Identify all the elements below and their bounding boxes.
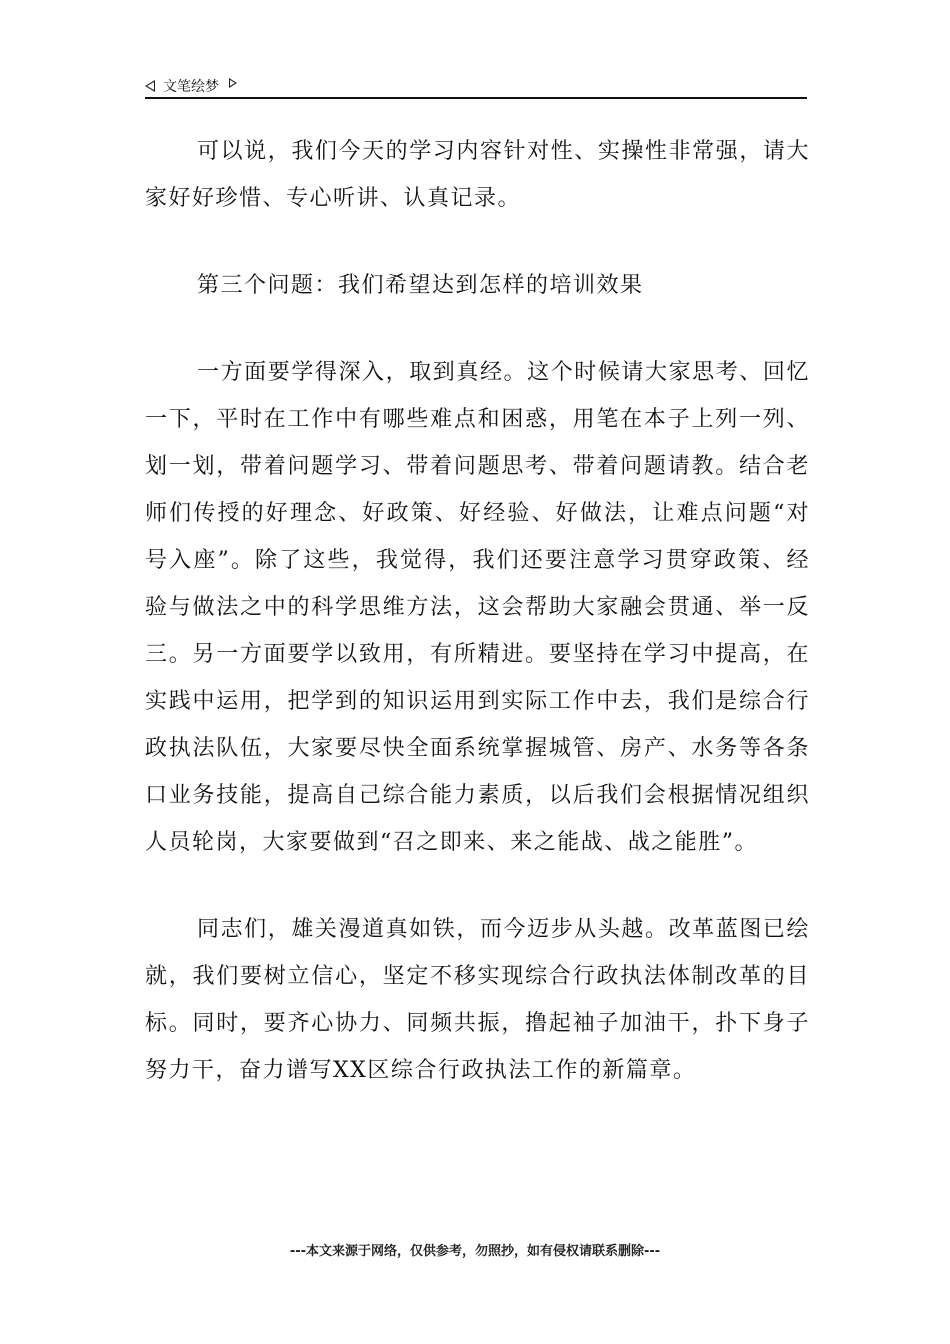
paragraph: 可以说，我们今天的学习内容针对性、实操性非常强，请大家好好珍惜、专心听讲、认真记录。	[145, 139, 810, 211]
footer-disclaimer: ---本文来源于网络，仅供参考，勿照抄，如有侵权请联系删除---	[289, 1244, 661, 1259]
page-header	[145, 74, 807, 98]
triangle-right-icon	[229, 78, 237, 88]
paragraph: 同志们，雄关漫道真如铁，而今迈步从头越。改革蓝图已绘就，我们要树立信心，坚定不移实现综合行政执法体制改革的目标。同时，要齐心协力、同频共振，撸起袖子加油干，扑下身子努力干，奋力谱写XX区综合行政执法工作的新篇章。	[145, 917, 810, 1083]
document-body	[145, 128, 810, 1094]
header-divider	[145, 97, 807, 99]
section-heading: 第三个问题：我们希望达到怎样的培训效果	[197, 273, 644, 298]
header-title: 文笔绘梦	[163, 79, 219, 95]
paragraph: 一方面要学得深入，取到真经。这个时候请大家思考、回忆一下，平时在工作中有哪些难点和困惑，用笔在本子上列一列、划一划，带着问题学习、带着问题思考、带着问题请教。结合老师们传授的好理念、好政策、好经验、好做法，让难点问题“对号入座”。除了这些，我觉得，我们还要注意学习贯穿政策、经验与做法之中的科学思维方法，这会帮助大家融会贯通、举一反三。另一方面要学以致用，有所精进。要坚持在学习中提高，在实践中运用，把学到的知识运用到实际工作中去，我们是综合行政执法队伍，大家要尽快全面系统掌握城管、房产、水务等各条口业务技能，提高自己综合能力素质，以后我们会根据情况组织人员轮岗，大家要做到“召之即来、来之能战、战之能胜”。	[145, 360, 810, 855]
triangle-left-icon	[145, 80, 155, 92]
